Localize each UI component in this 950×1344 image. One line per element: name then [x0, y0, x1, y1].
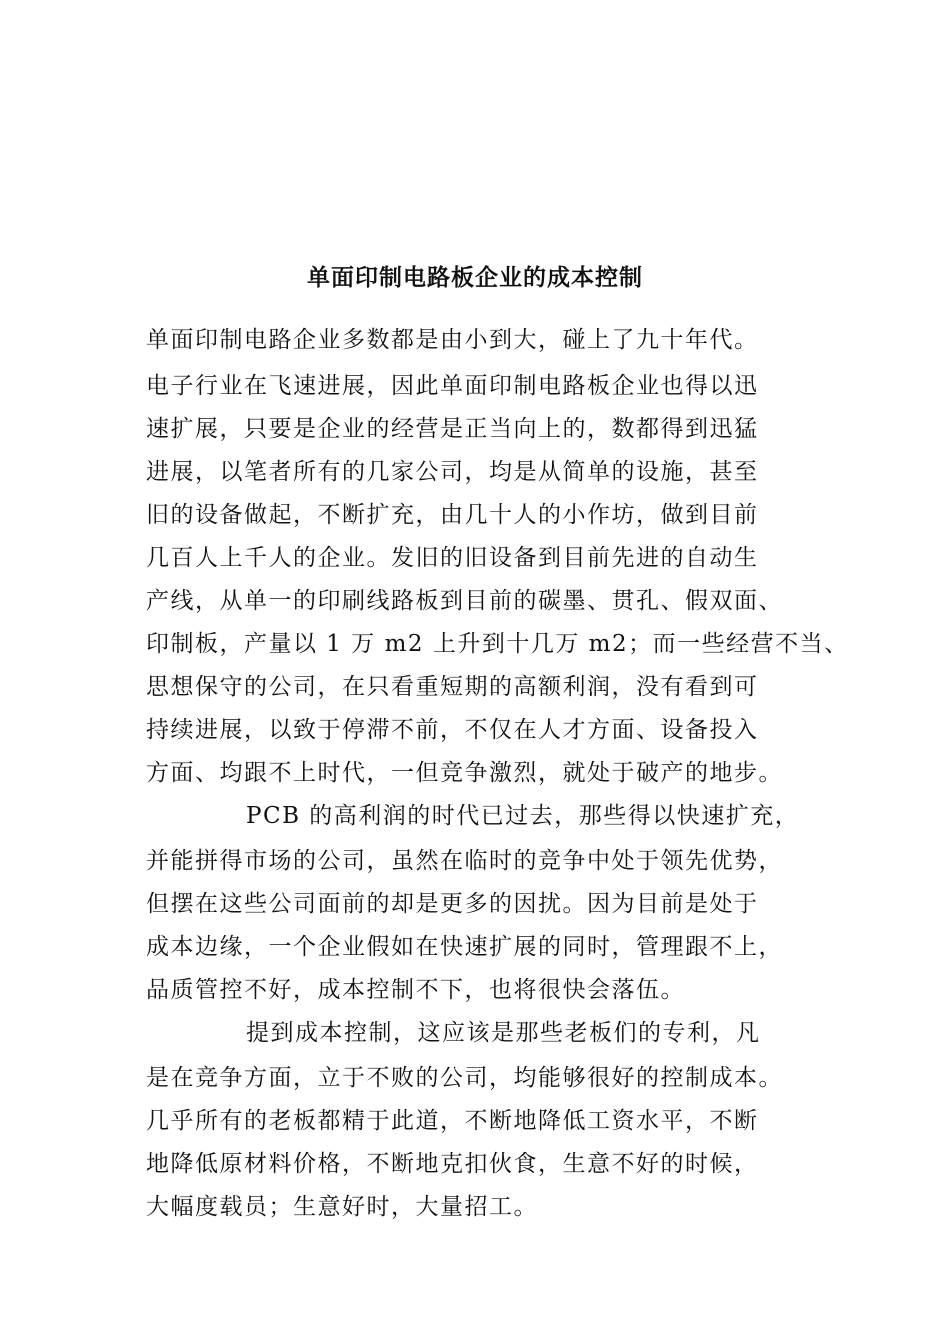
paragraph-line: 大幅度载员；生意好时，大量招工。 [146, 1194, 538, 1220]
paragraph-line: 成本边缘，一个企业假如在快速扩展的同时，管理跟不上， [146, 934, 783, 960]
paragraph-line: 几百人上千人的企业。发旧的旧设备到目前先进的自动生 [146, 545, 759, 571]
paragraph-line: 持续进展，以致于停滞不前，不仅在人才方面、设备投入 [146, 717, 759, 743]
paragraph-line: 旧的设备做起，不断扩充，由几十人的小作坊，做到目前 [146, 502, 759, 528]
paragraph-line: 单面印制电路企业多数都是由小到大，碰上了九十年代。 [146, 327, 759, 353]
paragraph-line: 是在竞争方面，立于不败的公司，均能够很好的控制成本。 [146, 1065, 783, 1091]
paragraph-line: 地降低原材料价格，不断地克扣伙食，生意不好的时候， [146, 1151, 759, 1177]
document-title: 单面印制电路板企业的成本控制 [307, 264, 643, 291]
paragraph-line: 但摆在这些公司面前的却是更多的因扰。因为目前是处于 [146, 891, 759, 917]
paragraph-line: 产线，从单一的印刷线路板到目前的碳墨、贯孔、假双面、 [146, 588, 783, 614]
paragraph-line: 品质管控不好，成本控制不下，也将很快会落伍。 [146, 977, 685, 1003]
paragraph-line: 进展，以笔者所有的几家公司，均是从简单的设施，甚至 [146, 459, 759, 485]
paragraph-line: 电子行业在飞速进展，因此单面印制电路板企业也得以迅 [146, 373, 759, 399]
paragraph-line: 印制板，产量以 1 万 m2 上升到十几万 m2；而一些经营不当、 [146, 631, 849, 657]
paragraph-line: 几乎所有的老板都精于此道，不断地降低工资水平，不断 [146, 1108, 759, 1134]
paragraph-line: 提到成本控制，这应该是那些老板们的专利，凡 [246, 1020, 761, 1046]
paragraph-line: 思想保守的公司，在只看重短期的高额利润，没有看到可 [146, 674, 759, 700]
paragraph-line: 方面、均跟不上时代，一但竞争激烈，就处于破产的地步。 [146, 760, 783, 786]
paragraph-line: 速扩展，只要是企业的经营是正当向上的，数都得到迅猛 [146, 416, 759, 442]
paragraph-line: 并能拼得市场的公司，虽然在临时的竞争中处于领先优势， [146, 848, 783, 874]
paragraph-line: PCB 的高利润的时代已过去，那些得以快速扩充， [246, 803, 800, 829]
